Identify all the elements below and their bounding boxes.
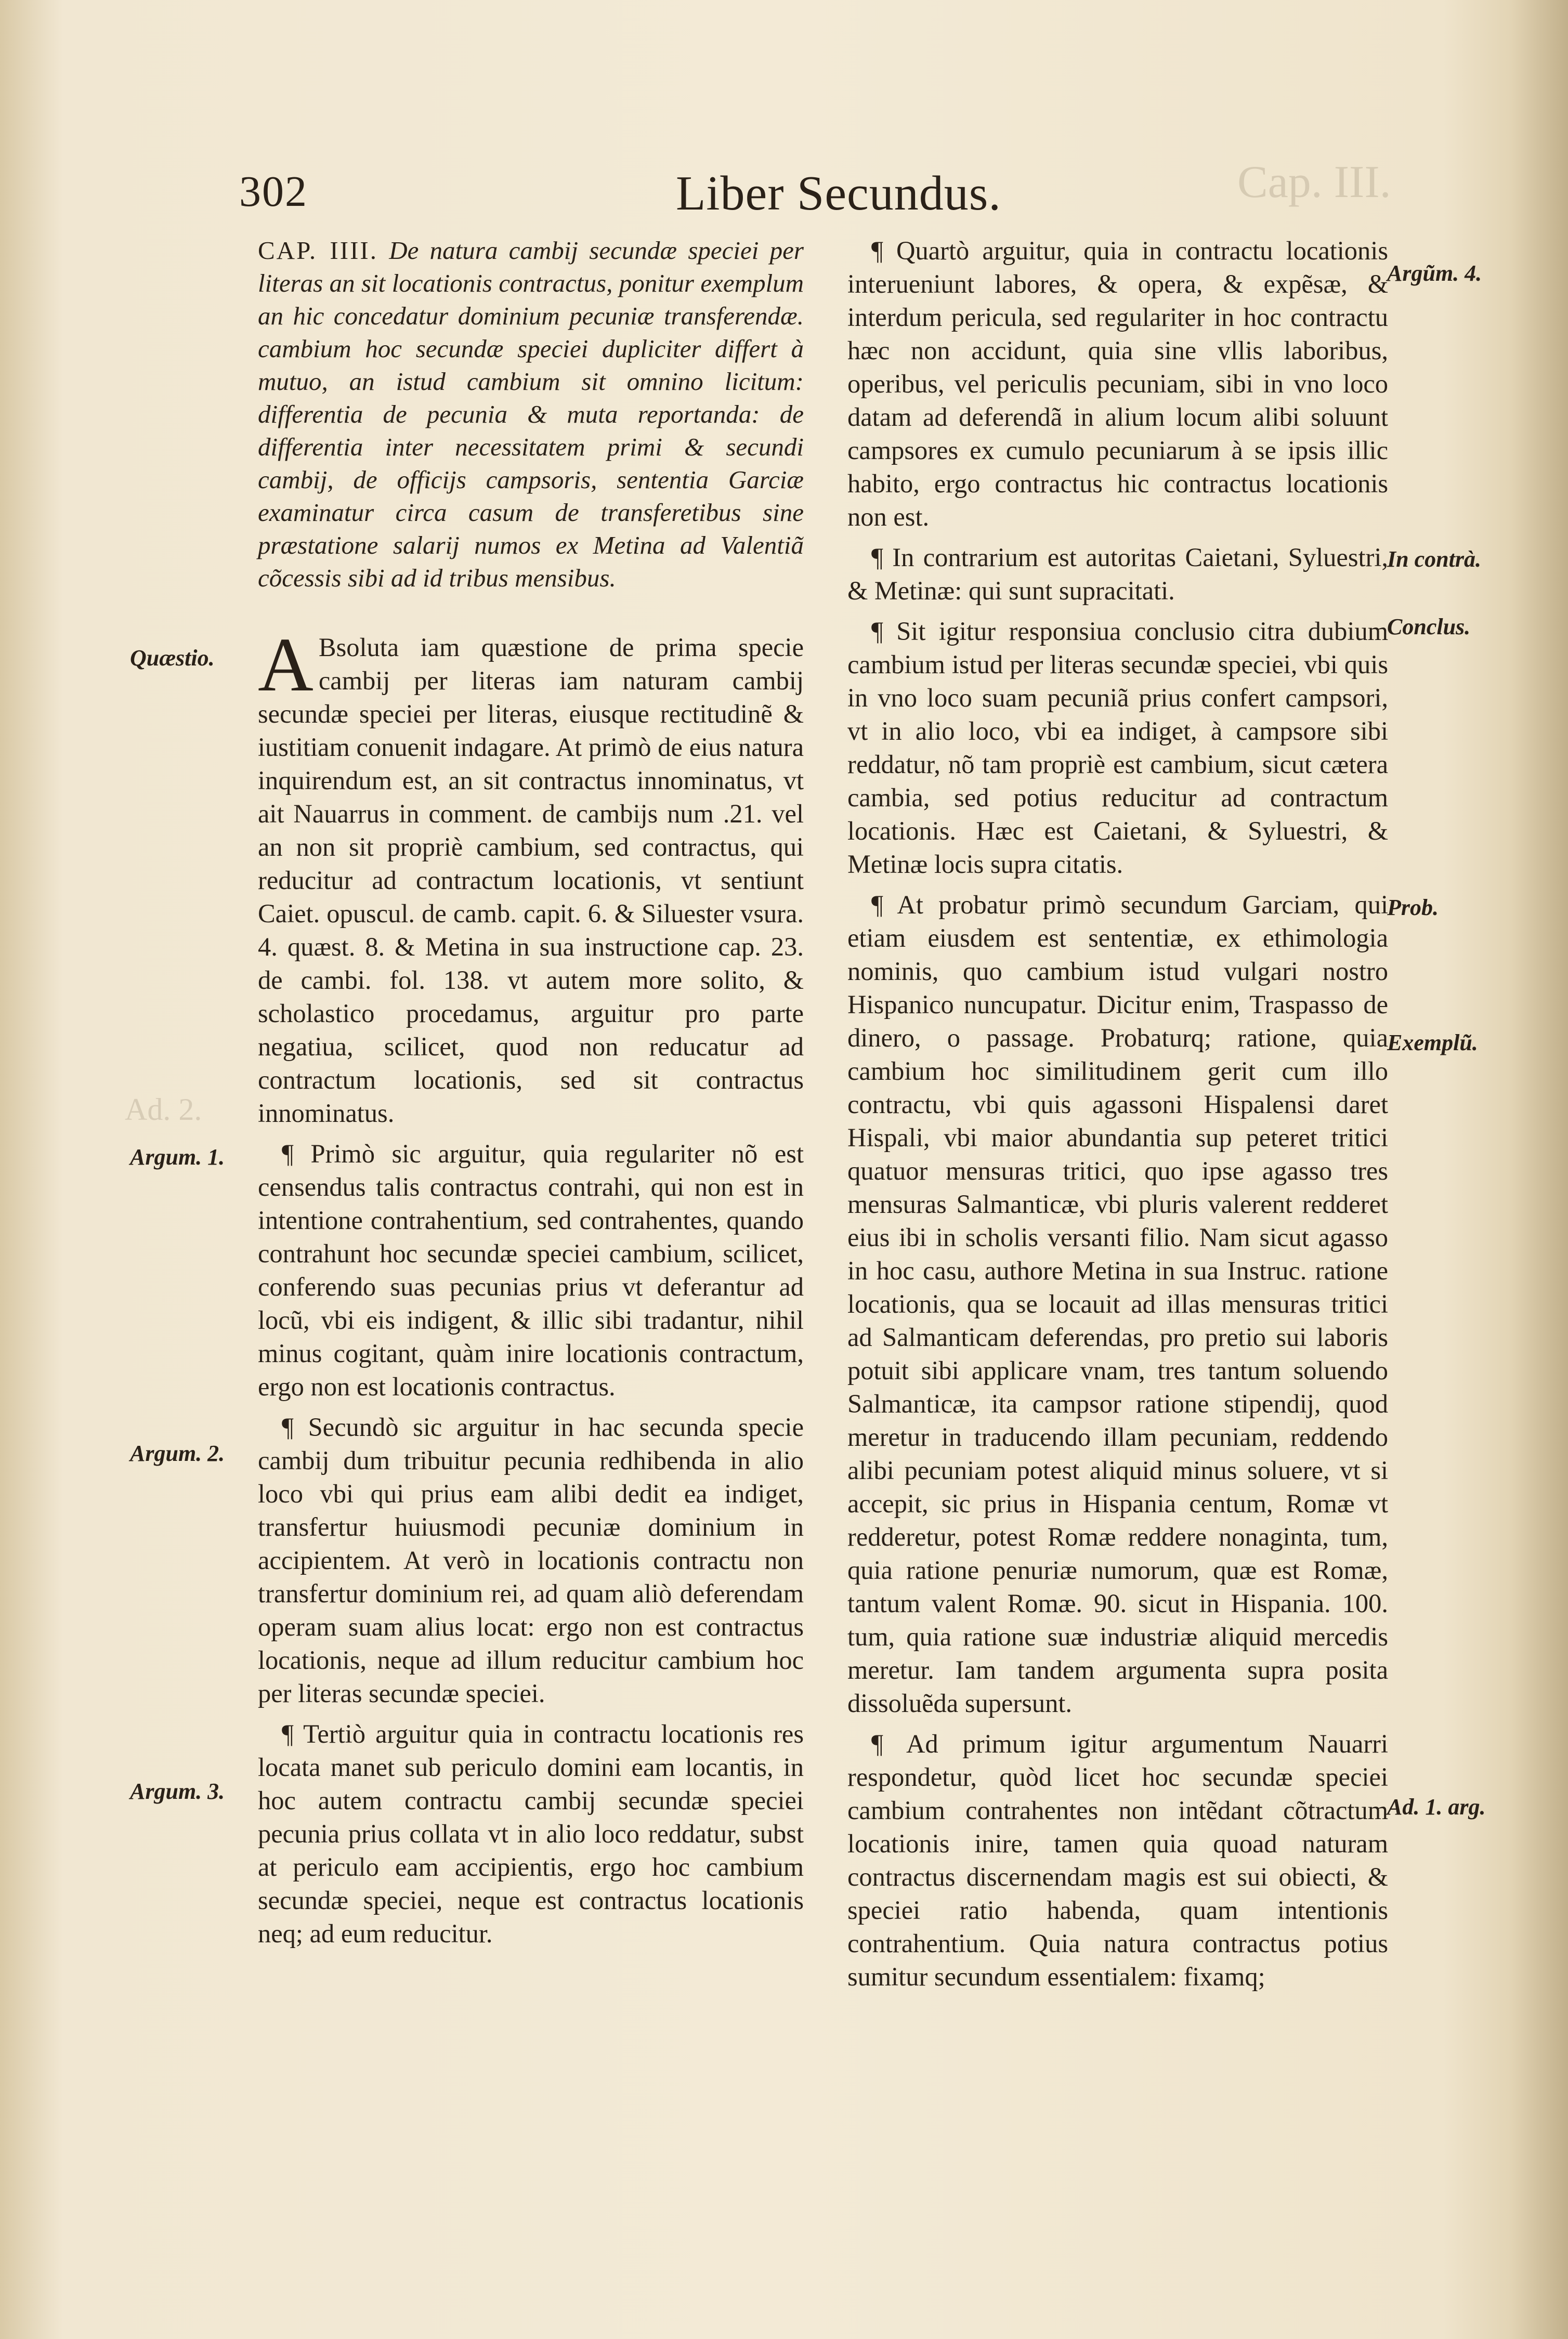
margin-note-argum-4: Argũm. 4. xyxy=(1387,260,1482,286)
page-edge-shadow xyxy=(1511,0,1568,2339)
margin-note-ad-1: Ad. 1. arg. xyxy=(1387,1794,1486,1820)
margin-note-probatio: Prob. xyxy=(1387,895,1439,920)
paragraph-conclusio: ¶ Sit igitur responsiua conclusio citra dubium cambium istud per literas secundæ speciei, vbi quis in vno loco suam pecuniã prius confert campsori, vt in alio loco, vbi ea indiget, à campsore sibi reddatur, nõ tam propriè est cambium, sicut cætera cambia, sed potius reducitur ad contractum locationis. Hæc est Caietani, & Syluestri, & Metinæ locis supra citatis. xyxy=(847,617,1388,879)
drop-cap: A xyxy=(258,622,313,708)
margin-note-conclusio: Conclus. xyxy=(1387,614,1471,639)
paragraph-text: Bsoluta iam quæstione de prima specie cambij per literas iam naturam cambij secundæ speciei per literas, eiusque rectitudinẽ & iustitiam conuenit indagare. At primò de eius natura inquirendum est, an sit contractus innominatus, vt ait Nauarrus in comment. de cambijs num .21. vel an non sit propriè cambium, sed contractus, qui reducitur ad contractum locationis, vt sentiunt Caiet. opuscul. de camb. capit. 6. & Siluester vsura. 4. quæst. 8. & Metina in sua instructione cap. 23. de cambi. fol. 138. vt autem more solito, & scholastico procedamus, arguitur pro parte negatiua, scilicet, quod non reducatur ad contractum locationis, sed sit contractus innominatus. xyxy=(258,633,804,1128)
chapter-summary-text: De natura cambij secundæ speciei per literas an sit locationis contractus, ponitur exemplum an hic concedatur dominium pecuniæ transferendæ. cambium hoc secundæ speciei dupliciter differt à mutuo, an istud cambium sit omnino licitum: differentia de pecunia & muta reportanda: de differentia inter necessitatem primi & secundi cambij, de officijs campsoris, sententia Garciæ examinatur circa casum de transferetibus sine præstatione salarij numos ex Metina ad Valentiã cõcessis sibi ad id tribus mensibus. xyxy=(258,236,804,592)
margin-note-quaestio: Quæstio. xyxy=(130,645,215,671)
paragraph-quaestio xyxy=(258,622,804,1130)
chapter-label: CAP. IIII. xyxy=(258,236,378,265)
right-column xyxy=(847,234,1388,2001)
paragraph-in-contrarium: ¶ In contrarium est autoritas Caietani, Syluestri, & Metinæ: qui sunt supracitati. xyxy=(847,543,1388,605)
margin-note-argum-2: Argum. 2. xyxy=(130,1441,225,1466)
paragraph-argument-1: ¶ Primò sic arguitur, quia regulariter nõ est censendus talis contractus contrahi, qui non est in intentione contrahentium, sed contrahentes, quando contrahunt hoc secundæ speciei cambium, scilicet, conferendo suas pecunias prius vt deferantur ad locũ, vbi eis indigent, & illic sibi tradantur, nihil minus cogitant, quàm inire locationis contractum, ergo non est locationis contractus. xyxy=(258,1139,804,1401)
margin-note-argum-1: Argum. 1. xyxy=(130,1144,225,1170)
paragraph-probatio: ¶ At probatur primò secundum Garciam, qui etiam eiusdem est sententiæ, ex ethimologia nominis, quo cambium istud vulgari nostro Hispanico nuncupatur. Dicitur enim, Traspasso de dinero, o passage. Probaturq; ratione, quia cambium hoc similitudinem gerit cum illo contractu, vbi quis agassoni Hispalensi daret Hispali, vbi maior abundantia sup peteret tritici quatuor mensuras tritici, quo ipse agasso tres mensuras Salmanticæ, vbi pluris valerent redderet eius ibi in scholis versanti filio. Nam sicut agasso in hoc casu, authore Metina in sua Instruc. ratione locationis, qua se locauit ad illas mensuras tritici ad Salmanticam deferendas, pro pretio sui laboris potuit sibi applicare vnam, tres tantum soluendo Salmanticæ, ita campsor ratione stipendij, quod meretur in traducendo illam pecuniam, reddendo alibi pecuniam potest aliquid minus soluere, vt si accepit, sic prius in Hispania centum, Romæ vt redderetur, potest Romæ reddere nonaginta, tum, quia ratione penuriæ numorum, quæ est Romæ, tantum valent Romæ. 90. sicut in Hispania. 100. tum, quia ratione suæ industriæ aliquid mercedis meretur. Iam tandem argumenta supra posita dissoluẽda supersunt. xyxy=(847,890,1388,1718)
margin-note-in-contra: In contrà. xyxy=(1387,546,1481,572)
left-column xyxy=(258,234,804,1957)
bleed-through-text: Cap. III. xyxy=(1237,157,1391,207)
page-number: 302 xyxy=(239,167,308,216)
paragraph-argument-4: ¶ Quartò arguitur, quia in contractu locationis interueniunt labores, & opera, & expẽsæ, & interdum pericula, sed regulariter in hoc contractu hæc non accidunt, quia sine vllis laboribus, operibus, vel periculis pecuniam, sibi in vno loco datam ad deferendã in alium locum alibi soluunt campsores ex cumulo pecuniarum à se ipsis illic habito, ergo contractus hic contractus locationis non est. xyxy=(847,236,1388,531)
chapter-summary xyxy=(258,234,804,594)
margin-note-exemplum: Exemplũ. xyxy=(1387,1030,1478,1055)
paragraph-argument-3: ¶ Tertiò arguitur quia in contractu locationis res locata manet sub periculo domini eam locantis, in hoc autem contractu cambij secundæ speciei pecunia prius collata vt in alio loco reddatur, subst at periculo eam accipientis, ergo hoc cambium secundæ speciei, neque est contractus locationis neq; ad eum reducitur. xyxy=(258,1719,804,1948)
running-head: Liber Secundus. xyxy=(676,166,1001,220)
margin-note-argum-3: Argum. 3. xyxy=(130,1779,225,1804)
paragraph-argument-2: ¶ Secundò sic arguitur in hac secunda specie cambij dum tribuitur pecunia redhibenda in alio loco vbi qui prius eam alibi dedit ea indiget, transfertur huiusmodi pecuniæ dominium in accipientem. At verò in locationis contractu non transfertur dominium rei, ad quam aliò deferendam operam suam alius locat: ergo non est contractus locationis, neque ad illum reducitur cambium hoc per literas secundæ speciei. xyxy=(258,1413,804,1708)
bleed-through-text: Ad. 2. xyxy=(125,1092,202,1127)
paragraph-ad-primum: ¶ Ad primum igitur argumentum Nauarri respondetur, quòd licet hoc secundæ speciei cambium contrahentes non intẽdant cõtractum locationis inire, tamen quia quoad naturam contractus discernendam magis est sui obiecti, & speciei ratio habenda, quam intentionis contrahentium. Quia natura contractus potius sumitur secundum essentialem: fixamq; xyxy=(847,1729,1388,1991)
